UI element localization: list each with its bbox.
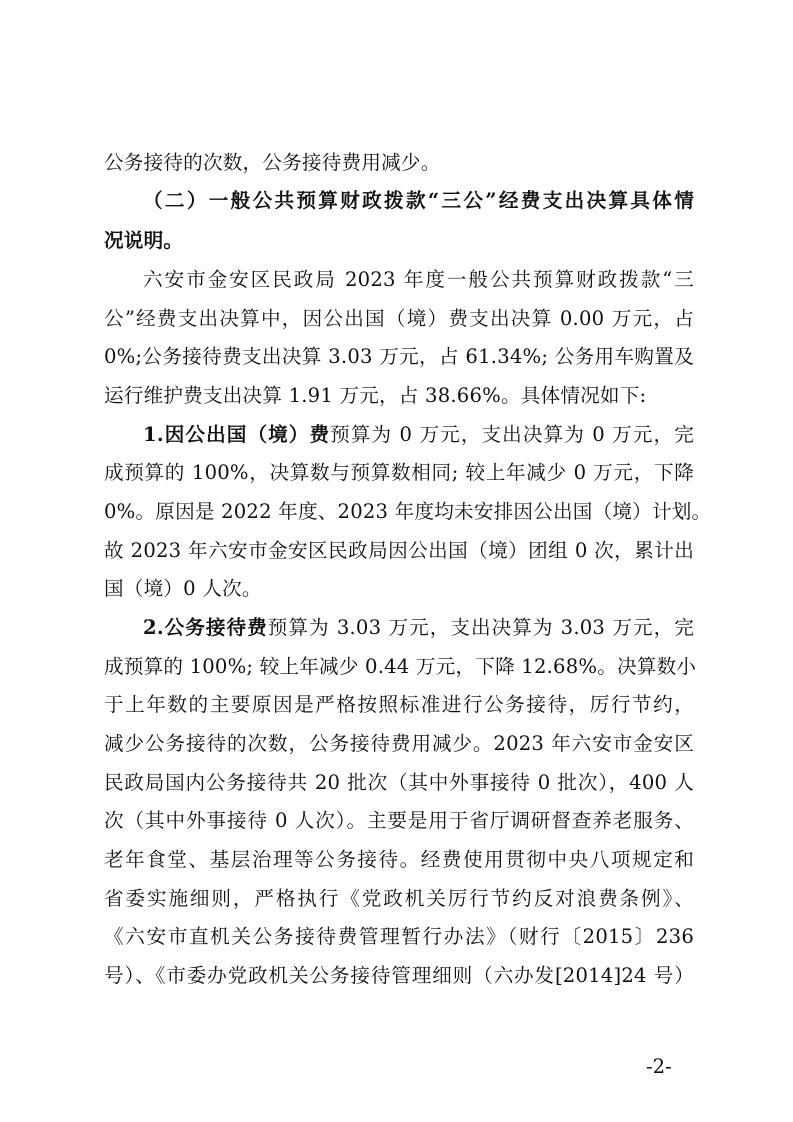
text-line: 公”经费支出决算中，因公出国（境）费支出决算 0.00 万元，占 — [104, 307, 694, 330]
text-line: 号）、《市委办党政机关公务接待管理细则（六办发[2014]24 号） — [104, 964, 694, 987]
item1-text: 预算为 0 万元，支出决算为 0 万元，完 — [330, 423, 694, 446]
text-line: 成预算的 100%，决算数与预算数相同; 较上年减少 0 万元，下降 — [104, 461, 694, 484]
page-number: -2- — [646, 1055, 672, 1078]
item2-line — [143, 618, 694, 638]
text-line: 减少公务接待的次数，公务接待费用减少。2023 年六安市金安区 — [104, 732, 694, 755]
text-line: 《六安市直机关公务接待费管理暂行办法》（财行〔2015〕236 — [104, 925, 694, 948]
item2-text: 预算为 3.03 万元，支出决算为 3.03 万元，完 — [267, 616, 694, 639]
text-line: 于上年数的主要原因是严格按照标准进行公务接待，厉行节约， — [104, 693, 694, 716]
text-line: 故 2023 年六安市金安区民政局因公出国（境）团组 0 次，累计出 — [104, 539, 694, 562]
section-heading-cont: 况说明。 — [104, 229, 184, 252]
text-line: 公务接待的次数，公务接待费用减少。 — [104, 151, 441, 174]
text-line: 六安市金安区民政局 2023 年度一般公共预算财政拨款“三 — [143, 268, 694, 291]
text-line — [104, 386, 694, 406]
item1-line — [143, 425, 694, 445]
text-line: 次（其中外事接待 0 人次）。主要是用于省厅调研督查养老服务、 — [104, 809, 694, 832]
text-line: 0%。原因是 2022 年度、2023 年度均未安排因公出国（境）计划。 — [104, 500, 712, 523]
item1-label: 1.因公出国（境）费 — [143, 423, 331, 446]
text-line: 民政局国内公务接待共 20 批次（其中外事接待 0 批次），400 人 — [104, 771, 694, 794]
text-line-content: 运行维护费支出决算 1.91 万元，占 38.66%。具体情况如下: — [104, 384, 647, 407]
text-line: 省委实施细则，严格执行《党政机关厉行节约反对浪费条例》、 — [104, 887, 694, 910]
text-line: 国（境）0 人次。 — [104, 577, 262, 600]
text-line: 老年食堂、基层治理等公务接待。经费使用贯彻中央八项规定和 — [104, 848, 694, 871]
item2-label: 2.公务接待费 — [143, 616, 268, 639]
text-line: 0%;公务接待费支出决算 3.03 万元，占 61.34%; 公务用车购置及 — [104, 345, 694, 368]
section-heading: （二）一般公共预算财政拨款“三公”经费支出决算具体情 — [143, 189, 694, 212]
text-line: 成预算的 100%; 较上年减少 0.44 万元，下降 12.68%。决算数小 — [104, 655, 697, 678]
